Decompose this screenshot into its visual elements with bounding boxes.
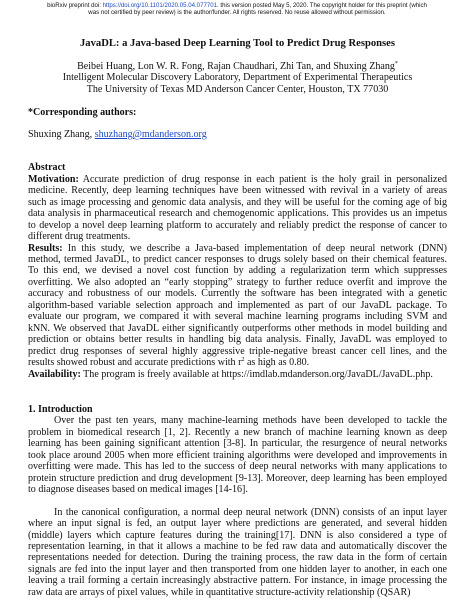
paper-content [28, 38, 447, 598]
corresponding-authors-heading: *Corresponding authors: [28, 107, 137, 119]
availability-label: Availability: [28, 368, 81, 380]
motivation-label: Motivation: [28, 173, 79, 185]
preprint-header-line-2: was not certified by peer review) is the author/funder. All rights reserved. No reuse allowed without permission. [88, 9, 386, 17]
introduction-paragraph-1: Over the past ten years, many machine-learning methods have been developed to tackle the problem in biomedical research [1, 2]. Recently a new branch of machine learning known as deep learning has been gaining significant attention [3-8]. In particular, the resurgence of neural networks took place around 2005 when more efficient training algorithms were developed and improvements in overfitting were made. This has led to the success of deep neural networks with many applications to protein structure prediction and drug development [9-13]. Moreover, deep learning has been employed to diagnose diseases based on medical images [14-16]. [28, 415, 447, 496]
abstract-heading: Abstract [28, 162, 66, 174]
corresponding-author-email[interactable]: shuzhang@mdanderson.org [94, 128, 207, 140]
preprint-header [8, 2, 466, 17]
results-text-part-2: as high as 0.80. [244, 357, 310, 369]
affiliation-line-1: Intelligent Molecular Discovery Laboratory, Department of Experimental Therapeutics [62, 72, 413, 84]
author-names: Beibei Huang, Lon W. R. Fong, Rajan Chaudhari, Zhi Tan, and Shuxing Zhang [77, 61, 395, 72]
preprint-copyright-text: . this version posted May 5, 2020. The copyright holder for this preprint (which [217, 2, 427, 9]
preprint-prefix: bioRxiv preprint doi: [47, 2, 103, 9]
introduction-paragraph-2: In the canonical configuration, a normal deep neural network (DNN) consists of an input layer where an input signal is fed, an output layer where predictions are generated, and several hidden (middle) layers which capture features during the training[17]. DNN is also considered a type of representation learning, in that it allows a machine to be fed raw data and automatically discover the representations needed for detection. During the training process, the raw data in the form of certain signals are fed into the input layer and then transported from one hidden layer to another, in each one leaving a trail forming a certain increasingly abstractive pattern. For instance, in image processing the raw data are arrays of pixel values, while in quantitative structure-activity relationship (QSAR) [28, 506, 447, 598]
motivation-text: Accurate prediction of drug response in each patient is the holy grail in personalized medicine. Recently, deep learning techniques have been witnessed with revival in a variety of areas such as image processing and genomic data analysis, and they will be useful for the coming age of big data analysis in pharmaceutical research and chemogenomic applications. This provides us an impetus to develop a novel deep learning platform to accurately and reliably predict the response of cancer to different drug treatments. [28, 173, 447, 243]
corresponding-author-marker: * [394, 61, 398, 67]
affiliation-line-2: The University of Texas MD Anderson Cancer Center, Houston, TX 77030 [86, 83, 389, 95]
spacer-between-introduction-paragraphs [28, 496, 447, 507]
results-label: Results: [28, 242, 63, 254]
preprint-header-line-1 [8, 2, 466, 9]
results-text-part-1: In this study, we describe a Java-based implementation of deep neural network (DNN) method, termed JavaDL, to predict cancer responses to drugs solely based on their chemical features. To this end, we devised a novel cost function by adding a regularization term which suppresses overfitting. We also adopted an “early stopping” strategy to further reduce overfit and improve the accuracy and robustness of our models. Currently the software has been integrated with a genetic algorithm-based variable selection approach and implemented as part of our JavaDL package. To evaluate our program, we compared it with several machine learning programs including SVM and kNN. We observed that JavaDL either significantly outperforms other methods in model building and prediction or obtains better results in handling big data analysis. Finally, JavaDL was employed to predict drug responses of several highly aggressive triple-negative breast cancer cell lines, and the results showed robust and accurate predictions with r [28, 242, 447, 369]
corresponding-author-name: Shuxing Zhang, [28, 128, 95, 140]
corresponding-author-line [28, 129, 447, 140]
availability-paragraph [28, 369, 447, 380]
availability-text: The program is freely available at https://imdlab.mdanderson.org/JavaDL/JavaDL.php. [80, 368, 433, 380]
paper-title: JavaDL: a Java-based Deep Learning Tool to Predict Drug Responses [80, 38, 395, 49]
author-list [28, 61, 447, 72]
spacer-before-abstract [28, 150, 447, 162]
spacer-after-affiliation [28, 95, 447, 107]
introduction-heading: 1. Introduction [28, 403, 93, 415]
results-superscript: 2 [241, 357, 245, 364]
results-paragraph [28, 243, 447, 369]
preprint-doi-link[interactable]: https://doi.org/10.1101/2020.05.04.077701 [102, 2, 218, 9]
motivation-paragraph [28, 174, 447, 243]
spacer-before-introduction [28, 380, 447, 404]
